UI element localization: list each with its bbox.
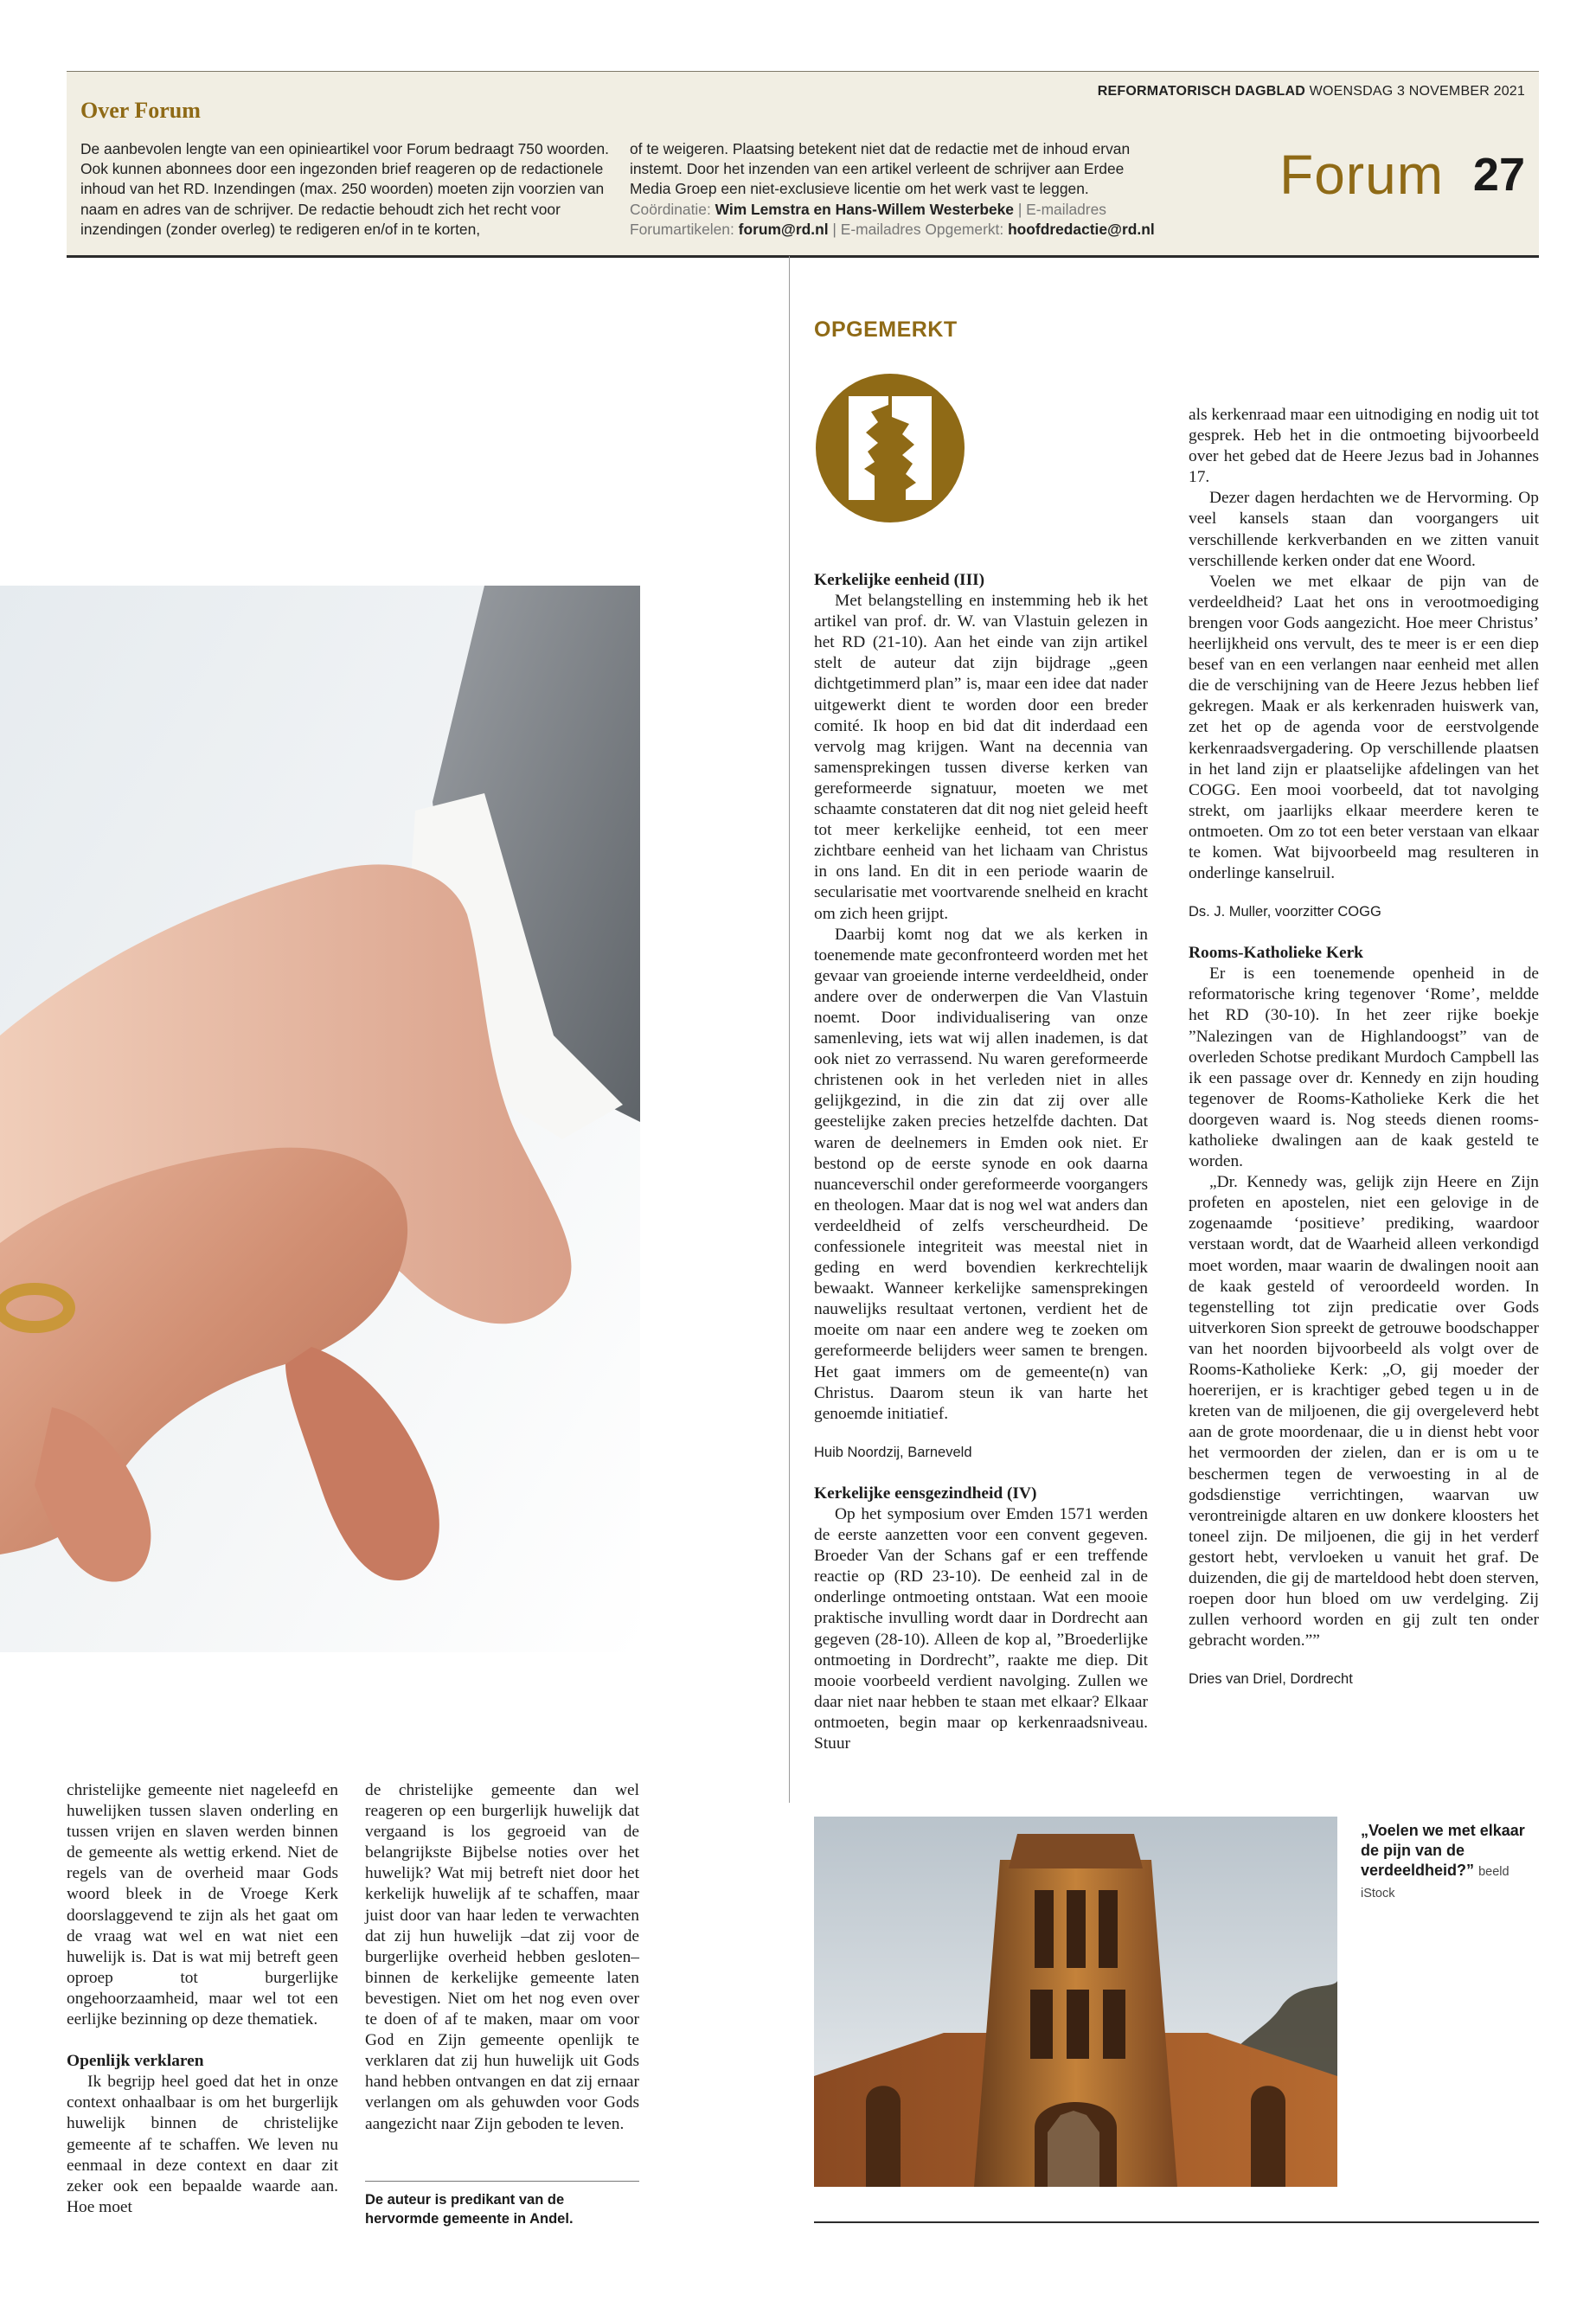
article-paragraph: de christelijke gemeente dan wel reageren op een burgerlijk huwelijk dat vergaand is los gegroeid van de belangrijkste Bijbelse noties over het huwelijk? Wat mij betreft niet door het kerkelijk huwelijk af te schaffen, maar juist door van haar leden te verwachten dat zij hun huwelijk –dat zij voor de burgerlijke overheid hebben gesloten– binnen de kerkelijke gemeente laten bevestigen. Niet om het nog even over te doen of af te maken, maar om voor God en Zijn gemeente openlijk te verklaren dat zij hun huwelijk uit Gods hand hebben ontvangen en dat zij ernaar verlangen om als gehuwden voor Gods aangezicht naar Zijn geboden te leven. <box>365 1781 639 2133</box>
forum-faces-logo-icon <box>814 372 966 524</box>
forum-header <box>67 71 1539 258</box>
article-subheading: Openlijk verklaren <box>67 2052 204 2071</box>
letter-paragraph: Met belangstelling en instemming heb ik het artikel van prof. dr. W. van Vlastuin gelezen in het RD (21-10). Aan het einde van zijn artikel stelt de auteur dat zijn bijdrage „geen dichtgetimmerd plan” is, maar een idee dat nader uitgewerkt dient te worden door een breder comité. Ik hoop en bid dat dit inderdaad een vervolg mag krijgen. Want na decennia van samensprekingen tussen diverse kerken van gereformeerde signatuur, moeten we met schaamte constateren dat dit nog niet geleid heeft tot meer kerkelijke eenheid, tot een meer zichtbare eenheid van het lichaam van Christus in ons land. En dit in een periode waarin de secularisatie met voortvarende snelheid en kracht om zich heen grijpt. <box>814 592 1148 923</box>
guidelines-text-2: of te weigeren. Plaatsing betekent niet dat de redactie met de inhoud ervan instemt. Door het inzenden van een artikel verleent de schrijver aan Erdee Media Groep een niet-exclusieve licentie om het werk vast te leggen. <box>630 140 1131 198</box>
article-column-b <box>365 1780 639 2135</box>
letter-paragraph: Op het symposium over Emden 1571 werden de eerste aanzetten voor een convent gegeven. Broeder Van der Schans gaf er een treffende reactie op (RD 23-10). De eenheid zal in de onderlinge ontmoeting ontstaan. Wat een mooie praktische invulling wordt daar in Dordrecht aan gegeven (28-10). Alleen de kop al, ”Broederlijke ontmoeting in Dordrecht”, raakte me diep. Dit mooie voorbeeld verdient navolging. Zullen we daar niet naar hebben te staan met elkaar? Elkaar ontmoeten, begin maar op kerkenraadsniveau. Stuur <box>814 1504 1148 1753</box>
paper-name: REFORMATORISCH DAGBLAD <box>1097 84 1306 99</box>
letter-paragraph: Daarbij komt nog dat we als kerken in toenemende mate geconfronteerd worden met het gevaar van groeiende interne verdeeldheid, onder andere over de onderwerpen die Van Vlastuin noemt. Door individualisering van onze samenleving, iets wat wij allen inademen, is dat ook niet zo verrassend. Nu waren gereformeerde christenen ook in het verleden niet in alles gelijkgezind, in die zin dat zij over alle geestelijke zaken precies hetzelfde dachten. Dat waren de deelnemers in Emden ook niet. Er bestond op de eerste synode en ook daarna nuanceverschil onder gereformeerde voorgangers en theologen. Maar dat is nog wel wat anders dan verdeeldheid of zelfs verscheurdheid. De confessionele integriteit was meestal niet in geding en werd bovendien kerkrechtelijk bewaakt. Wanneer kerkelijke samensprekingen nauwelijks resultaat vertonen, verdient het de moeite om naar een andere weg te zoeken om gereformeerde belijders weer samen te brengen. Het gaat immers om de gemeente(n) van Christus. Daarom steun ik van harte het genoemde initiatief. <box>814 925 1148 1423</box>
letter-paragraph: als kerkenraad maar een uitnodiging en nodig uit tot gesprek. Heb het in die ontmoeting bijvoorbeeld over het gebed dat de Heere Jezus bad in Johannes 17. <box>1189 406 1539 487</box>
bottom-rule <box>814 2221 1539 2223</box>
church-tower-photo <box>814 1817 1337 2187</box>
email-label-opgemerkt: | E-mailadres Opgemerkt: <box>832 220 1004 238</box>
article-paragraph: Ik begrijp heel goed dat het in onze context onhaalbaar is om het burgerlijk huwelijk binnen de christelijke gemeente af te schaffen. We leven nu eenmaal in deze context en daar zit zeker ook een bepaalde waarde aan. Hoe moet <box>67 2073 338 2216</box>
column-divider <box>789 256 790 1803</box>
letter-paragraph: Dezer dagen herdachten we de Hervorming. Op veel kansels staan dan voorgangers uit verschillende kerkverbanden en we zitten vanuit verschillende kerken onder dat ene Woord. <box>1189 489 1539 570</box>
section-name: Forum <box>1279 144 1444 206</box>
letter-paragraph: „Dr. Kennedy was, gelijk zijn Heere en Zijn profeten en apostelen, niet een gelovige in de zogenaamde ‘positieve’ prediking, waardoor verstaan wordt, dat de Waarheid alleen verkondigd moet worden, maar waarin de dwalingen nooit aan de kaak gesteld of veroordeeld worden. In tegenstelling tot zijn predicatie over Gods uitverkoren Sion spreekt de getrouwe boodschapper van het noorden bijvoorbeeld als volgt over de Rooms-Katholieke Kerk: „O, gij moeder der hoererijen, er is krachtiger gebed tegen u in de kreten van de miljoenen, die gij overgeleverd hebt aan de grote moordenaar, die u in dienst hebt voor het vermoorden der zielen, dan er is om u te beschermen tegen de verwoesting in al de godsdienstige verrichtingen, waarvan uw verontreinigde altaren en uw donkere kloosters het toneel zijn. De miljoenen, die gij in het verderf gestort hebt, vervloeken u vanuit het graf. De duizenden, die gij de marteldood hebt doen sterven, roepen door hun bloed om uw verdelging. Zij zullen verhoord worden en gij zult ten onder gebracht worden.”” <box>1189 1173 1539 1650</box>
letter-title: Kerkelijke eensgezindheid (IV) <box>814 1484 1037 1503</box>
letter-paragraph: Voelen we met elkaar de pijn van de verdeeldheid? Laat het ons in verootmoediging brengen voor Gods aangezicht. Hoe meer Christus’ heerlijkheid ons vervult, des te meer is er een diep besef van en een verlangen naar eenheid met allen die de verschijning van de Heere Jezus hebben lief gekregen. Maak er als kerkenraden huiswerk van, zet het op de agenda voor de eerstvolgende kerkenraadsvergadering. Op verschillende plaatsen in het land zijn er plaatselijke afdelingen van het COGG. Een mooi voorbeeld, dat tot navolging strekt, om jaarlijks elkaar meerdere keren te ontmoeten. Om zo tot een beter verstaan van elkaar te komen. Wat bijvoorbeeld mag resulteren in onderlinge kanselruil. <box>1189 572 1539 883</box>
caption-credit-label: beeld <box>1478 1865 1509 1879</box>
opgemerkt-heading: OPGEMERKT <box>814 317 958 342</box>
hands-photo <box>0 586 640 1652</box>
coordination-names: Wim Lemstra en Hans-Willem Westerbeke <box>715 200 1014 218</box>
forum-guidelines-col2 <box>630 139 1166 240</box>
article-column-a <box>67 1780 338 2218</box>
author-note: De auteur is predikant van de hervormde gemeente in Andel. <box>365 2181 639 2228</box>
letter-title: Kerkelijke eenheid (III) <box>814 571 985 589</box>
letter-signature: Huib Noordzij, Barneveld <box>814 1444 972 1460</box>
coordination-label: Coördinatie: <box>630 200 711 218</box>
email-label-forum: | E-mailadres Forumartikelen: <box>630 200 1106 238</box>
letter-signature: Ds. J. Muller, voorzitter COGG <box>1189 904 1381 920</box>
article-paragraph: christelijke gemeente niet nageleefd en huwelijken tussen slaven onderling en tussen vrijen en slaven werden binnen de gemeente als wettig erkend. Niet de regels van de overheid maar Gods woord bleek in de Vroege Kerk doorslaggevend te zijn als het gaat om de vraag wat wel en wat niet een huwelijk is. Dat is wat mij betreft geen oproep tot burgerlijke ongehoorzaamheid, maar wel tot een eerlijke bezinning op deze thematiek. <box>67 1781 338 2029</box>
opgemerkt-column-2 <box>1189 405 1539 1710</box>
letter-title: Rooms-Katholieke Kerk <box>1189 944 1363 963</box>
opgemerkt-column-1 <box>814 570 1148 1754</box>
masthead-line <box>1098 84 1525 99</box>
over-forum-title: Over Forum <box>80 98 201 123</box>
letter-signature: Dries van Driel, Dordrecht <box>1189 1671 1353 1688</box>
issue-date: WOENSDAG 3 NOVEMBER 2021 <box>1309 84 1525 99</box>
letter-paragraph: Er is een toenemende openheid in de reformatorische kring tegenover ‘Rome’, meldde het RD (30-10). In het zeer rijke boekje ”Nalezingen van de Highlandoogst” van de overleden Schotse predikant Murdoch Campbell las ik een passage over dr. Kennedy en zijn houding tegenover de Rooms-Katholieke Kerk die het doorgeven waard is. Nog steeds dienen rooms-katholieke dwalingen aan de kaak gesteld te worden. <box>1189 965 1539 1171</box>
forum-guidelines-col1 <box>80 139 617 240</box>
caption-quote: „Voelen we met elkaar de pijn van de verdeeldheid?” <box>1361 1822 1525 1879</box>
email-opgemerkt-link[interactable]: hoofdredactie@rd.nl <box>1008 220 1155 238</box>
caption-credit-source: iStock <box>1361 1887 1395 1900</box>
page-number: 27 <box>1472 149 1525 201</box>
guidelines-text-1: De aanbevolen lengte van een opinieartikel voor Forum bedraagt 750 woorden. Ook kunnen abonnees door een ingezonden brief reageren op de redactionele inhoud van het RD. Inzendingen (max. 250 woorden) moeten zijn voorzien van naam en adres van de schrijver. De redactie behoudt zich het recht voor inzendingen (zonder overleg) te redigeren en/of in te korten, <box>80 140 610 238</box>
email-forum-link[interactable]: forum@rd.nl <box>738 220 829 238</box>
photo-caption <box>1361 1821 1539 1904</box>
